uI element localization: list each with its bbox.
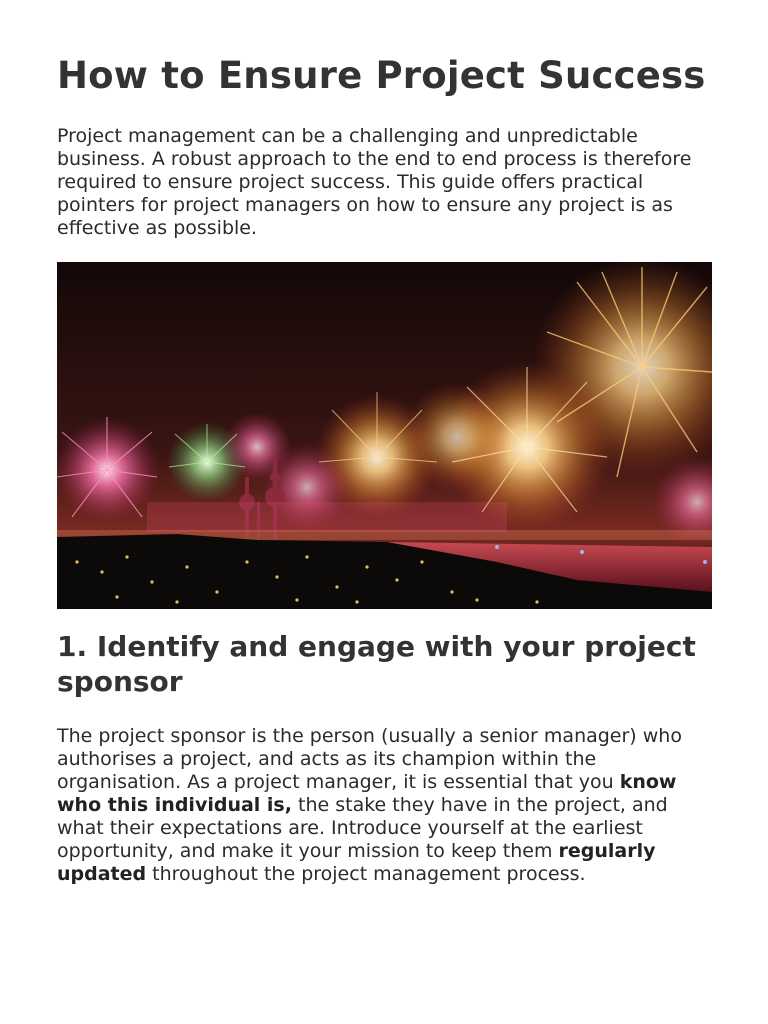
section-text-1: The project sponsor is the person (usually a senior manager) who authorises a project, and acts as its champion within the organisation. As a project manager, it is essential that you <box>57 725 682 793</box>
intro-paragraph: Project management can be a challenging and unpredictable business. A robust approach to the end to end process is therefore required to ensure project success. This guide offers practical pointers for project managers on how to ensure any project is as effective as possible. <box>57 125 692 239</box>
section-text-3: throughout the project management process. <box>146 863 586 885</box>
document-page <box>57 52 713 886</box>
page-title: How to Ensure Project Success <box>57 54 706 97</box>
section-paragraph-1 <box>57 725 713 886</box>
section-bold-1: know who this individual is, <box>57 771 677 816</box>
section-heading-1: 1. Identify and engage with your project sponsor <box>57 630 696 698</box>
section-bold-2: regularly updated <box>57 840 656 885</box>
fireworks-image <box>57 262 712 609</box>
section-text-2: the stake they have in the project, and what their expectations are. Introduce yourself at the earliest opportunity, and make it your mission to keep them <box>57 794 668 862</box>
